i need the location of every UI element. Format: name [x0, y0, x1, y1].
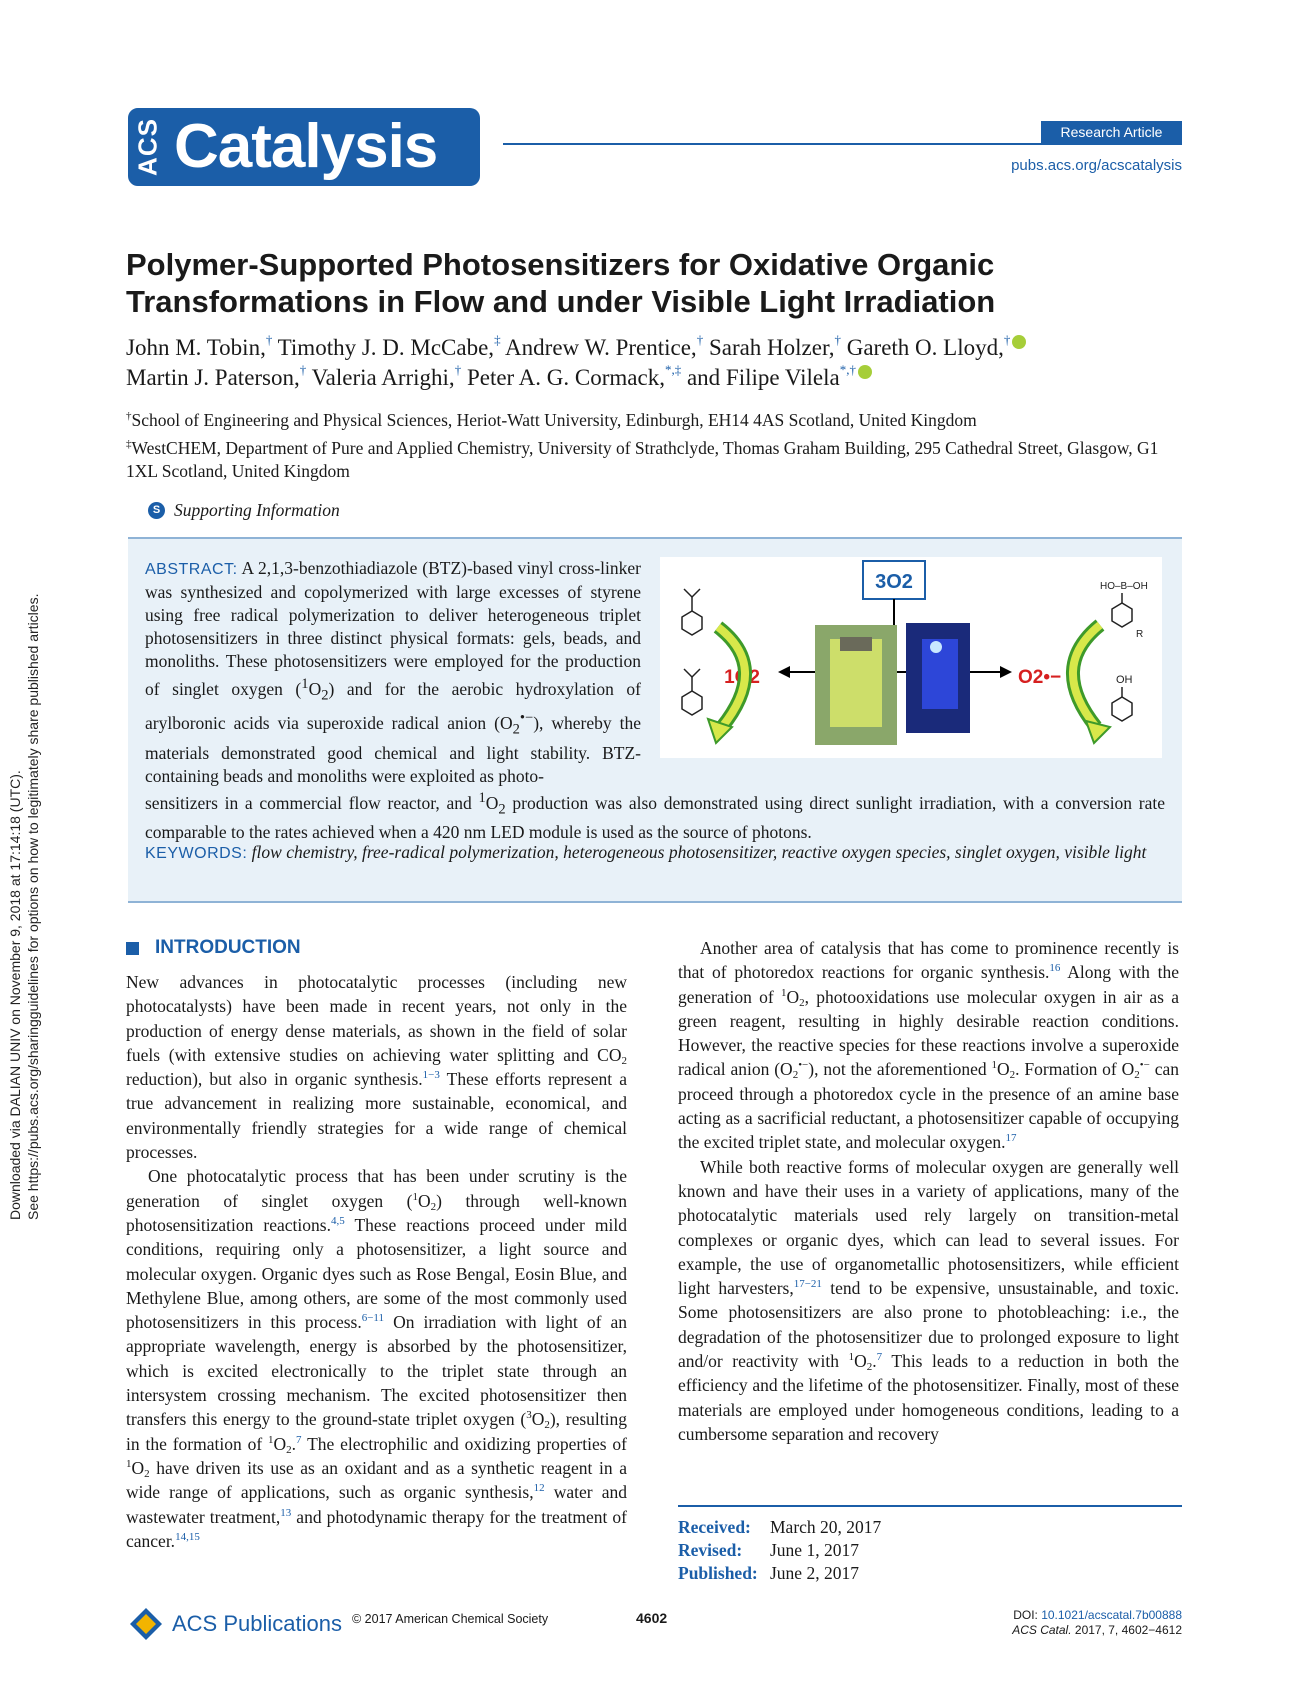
triplet-oxygen-label: 3O2	[875, 571, 913, 593]
acs-publications-icon	[128, 1606, 164, 1642]
abstract-label: ABSTRACT:	[145, 561, 238, 578]
singlet-oxygen-label: 1O2	[724, 667, 760, 688]
download-notice-line2[interactable]: See https://pubs.acs.org/sharingguidelines for options on how to legitimately share published articles.	[25, 593, 41, 1220]
keywords-label: KEYWORDS:	[145, 845, 248, 862]
author-line-1	[126, 333, 1186, 363]
author[interactable]: Gareth O. Lloyd,†	[846, 332, 1011, 360]
received-date: March 20, 2017	[770, 1517, 882, 1537]
supporting-info-icon: S	[148, 502, 165, 519]
page-number: 4602	[636, 1610, 668, 1626]
keywords-text: flow chemistry, free-radical polymerization, heterogeneous photosensitizer, reactive oxygen species, singlet oxygen, visible light	[251, 842, 1147, 862]
acs-logo-mark: ACS	[128, 108, 168, 186]
author[interactable]: Martin J. Paterson,†	[126, 362, 307, 390]
doi-link[interactable]: 10.1021/acscatal.7b00888	[1041, 1608, 1182, 1622]
journal-logo[interactable]	[128, 108, 480, 186]
affiliation-2: ‡WestCHEM, Department of Pure and Applied Chemistry, University of Strathclyde, Thomas Graham Building, 295 Cathedral Street, Glasgow, G1 1XL Scotland, United Kingdom	[126, 438, 1159, 481]
author[interactable]: Sarah Holzer,†	[708, 332, 841, 360]
phenol-label: OH	[1116, 674, 1133, 686]
author[interactable]: Andrew W. Prentice,†	[505, 332, 704, 360]
paragraph: One photocatalytic process that has been under scrutiny is the generation of singlet oxygen $(^1O_2)$ through well-known photosensitization reactions.$^{4,5}$ These reactions proceed under mild conditions, requiring only a photosensitizer, a light source and molecular oxygen. Organic dyes such as Rose Bengal, Eosin Blue, and Methylene Blue, among others, are some of the most commonly used photosensitizers in this process.$^{6-11}$ On irradiation with light of an appropriate wavelength, energy is absorbed by the photosensitizer, which is excited electronically to the triplet state through an intersystem crossing mechanism. The excited photosensitizer then transfers this energy to the ground-state triplet oxygen $(^3O_2)$, resulting in the formation of $^1O_2.^7$ The electrophilic and oxidizing properties of $^1O_2$ have driven its use as an oxidant and as a synthetic reagent in a wide range of applications, such as organic synthesis,$^{12}$ water and wastewater treatment,$^{13}$ and photodynamic therapy for the treatment of cancer.$^{14,15}$	[126, 1166, 627, 1551]
author[interactable]: John M. Tobin,†	[126, 332, 273, 360]
article-dates: Received: March 20, 2017 Revised: June 1, 2017 Published: June 2, 2017	[678, 1517, 882, 1583]
published-date: June 2, 2017	[770, 1563, 859, 1583]
revised-date: June 1, 2017	[770, 1540, 859, 1560]
author-line-2	[126, 363, 1186, 393]
doi-block: DOI: 10.1021/acscatal.7b00888 ACS Catal. 2017, 7, 4602−4612	[1012, 1608, 1182, 1637]
boronic-acid-label: HO–B–OH	[1100, 581, 1148, 592]
dates-rule	[678, 1505, 1182, 1507]
keywords	[145, 841, 1165, 865]
affiliation-1: †School of Engineering and Physical Sciences, Heriot-Watt University, Edinburgh, EH14 4AS Scotland, United Kingdom	[126, 410, 977, 430]
paragraph: New advances in photocatalytic processes (including new photocatalysts) have been made in recent years, not only in the production of energy dense materials, as shown in the field of solar fuels (with extensive studies on achieving water splitting and $CO_2$ reduction), but also in organic synthesis.$^{1-3}$ These efforts represent a true advancement in realizing more sustainable, economical, and environmentally friendly strategies for a wide range of chemical processes.	[126, 972, 627, 1163]
supporting-information-link[interactable]: S Supporting Information	[148, 499, 340, 521]
article-type-badge: Research Article	[1041, 121, 1182, 144]
citation: ACS Catal. 2017, 7, 4602−4612	[1012, 1623, 1182, 1637]
column-left	[126, 936, 627, 1553]
article-title: Polymer-Supported Photosensitizers for Oxidative Organic Transformations in Flow and under Visible Light Irradiation	[126, 247, 996, 319]
abstract-text-cont: sensitizers in a commercial flow reactor, and $^1O_2$ production was also demonstrated using direct sunlight irradiation, with a conversion rate comparable to the rates achieved when a 420 nm LED module is used as the source of photons.	[145, 790, 1165, 843]
acs-publications-logo[interactable]: ACS Publications	[128, 1606, 342, 1642]
download-notice-line1: Downloaded via DALIAN UNIV on November 9, 2018 at 17:14:18 (UTC).	[7, 770, 23, 1220]
abstract-text: ABSTRACT: A 2,1,3-benzothiadiazole (BTZ)-based vinyl cross-linker was synthesized and copolymerized with large excesses of styrene using free radical polymerization to deliver heterogeneous triplet photosensitizers in three distinct physical formats: gels, beads, and monoliths. These photosensitizers were employed for the production of singlet oxygen $(^1O_2)$ and for the aerobic hydroxylation of arylboronic acids via superoxide radical anion $(O_2^{•-})$, whereby the materials demonstrated good chemical and light stability. BTZ-containing beads and monoliths were exploited as photo-	[145, 558, 642, 786]
author[interactable]: Valeria Arrighi,†	[311, 362, 462, 390]
paragraph: While both reactive forms of molecular oxygen are generally well known and have their uses in a variety of applications, many of the photocatalytic materials used rely largely on transition-metal complexes or organic dyes, which can lead to several issues. For example, the use of organometallic photosensitizers, while efficient light harvesters,$^{17-21}$ tend to be expensive, unsustainable, and toxic. Some photosensitizers are also prone to photobleaching: i.e., the degradation of the photosensitizer due to prolonged exposure to light and/or reactivity with $^1O_2.^7$ This leads to a reduction in both the efficiency and the lifetime of the photosensitizer. Finally, most of these materials are employed under homogeneous conditions, leading to a cumbersome separation and recovery	[678, 1156, 1179, 1444]
section-marker-icon	[126, 942, 139, 955]
superoxide-label: O2•−	[1018, 667, 1062, 688]
author[interactable]: Peter A. G. Cormack,*,‡	[466, 362, 682, 390]
download-notice	[6, 520, 46, 1220]
journal-name: Catalysis	[168, 108, 480, 186]
toc-graphic	[660, 557, 1162, 758]
orcid-icon[interactable]	[1012, 335, 1026, 349]
paragraph: Another area of catalysis that has come to prominence recently is that of photoredox reactions for organic synthesis.$^{16}$ Along with the generation of $^1O_2$, photooxidations use molecular oxygen in air as a green reagent, resulting in highly desirable reaction conditions. However, the reactive species for these reactions involve a superoxide radical anion $(O_2^{•-})$, not the aforementioned $^1O_2$. Formation of $O_2^{•-}$ can proceed through a photoredox cycle in the presence of an amine base acting as a sacrificial reductant, a photosensitizer capable of occupying the excited triplet state, and molecular oxygen.$^{17}$	[678, 938, 1179, 1153]
section-heading-introduction: INTRODUCTION	[126, 936, 627, 960]
orcid-icon[interactable]	[858, 365, 872, 379]
copyright: © 2017 American Chemical Society	[352, 1612, 549, 1626]
r-group-label: R	[1136, 629, 1144, 640]
column-right	[678, 936, 1179, 1446]
author[interactable]: Timothy J. D. McCabe,‡	[277, 332, 501, 360]
author[interactable]: and Filipe Vilela*,†	[686, 362, 856, 390]
author-list	[126, 333, 1186, 393]
journal-url-link[interactable]: pubs.acs.org/acscatalysis	[1011, 157, 1182, 174]
